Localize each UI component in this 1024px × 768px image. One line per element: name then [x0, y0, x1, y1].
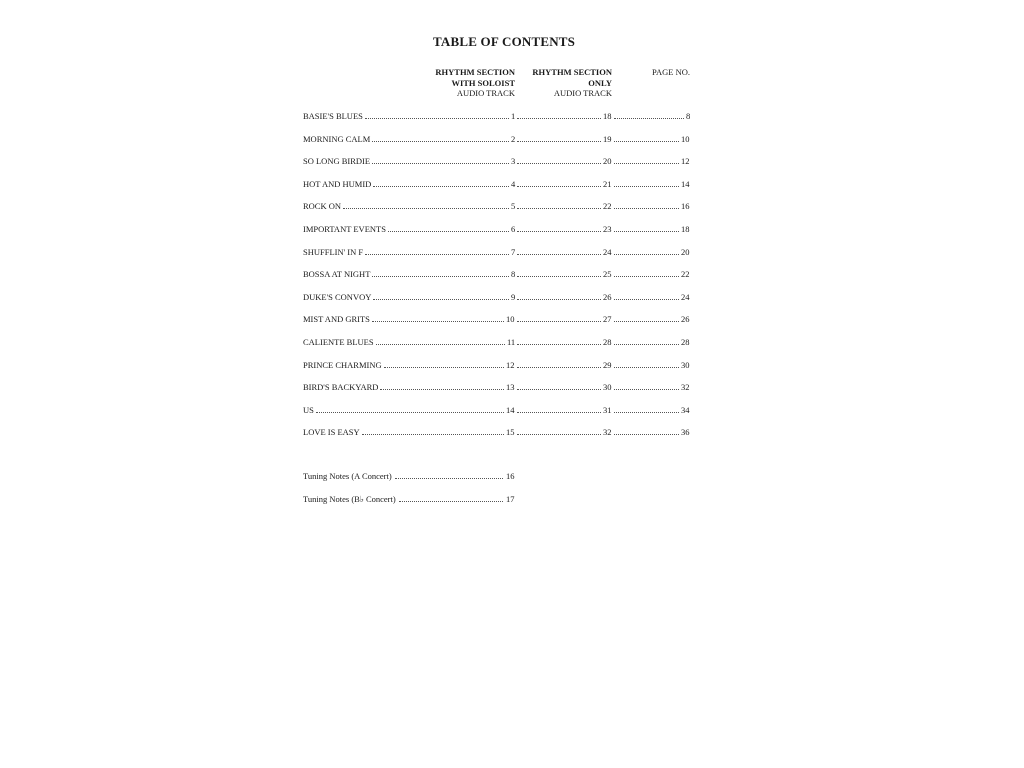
- entry-soloist-track: 3: [511, 156, 516, 167]
- tuning-title: Tuning Notes (B♭ Concert): [303, 493, 396, 504]
- dot-leader: [517, 434, 601, 435]
- toc-entry: [303, 426, 690, 438]
- dot-leader: [373, 299, 509, 300]
- entry-page-number: 18: [681, 224, 690, 234]
- entry-soloist-track: 7: [511, 246, 516, 257]
- toc-entry: [303, 359, 690, 371]
- entry-title: MORNING CALM: [303, 133, 371, 144]
- dot-leader: [614, 163, 679, 164]
- entry-title: DUKE'S CONVOY: [303, 291, 372, 302]
- entry-title: ROCK ON: [303, 201, 342, 212]
- dot-leader: [517, 321, 601, 322]
- entry-rhythm-track: 22: [603, 201, 612, 212]
- entry-title: HOT AND HUMID: [303, 178, 372, 189]
- entry-page-number: 8: [686, 111, 691, 121]
- toc-entry: [303, 313, 690, 325]
- dot-leader: [614, 276, 679, 277]
- dot-leader: [316, 412, 504, 413]
- dot-leader: [372, 321, 504, 322]
- column-header-rhythm-only: [520, 67, 612, 99]
- entry-rhythm-track: 19: [603, 133, 612, 144]
- entry-rhythm-track: 29: [603, 359, 612, 370]
- entry-rhythm-track: 27: [603, 314, 612, 325]
- tuning-title: Tuning Notes (A Concert): [303, 471, 392, 481]
- dot-leader: [614, 344, 679, 345]
- dot-leader: [517, 208, 601, 209]
- entry-page-number: 20: [681, 246, 690, 257]
- dot-leader: [395, 478, 503, 479]
- entry-soloist-track: 2: [511, 133, 516, 144]
- tuning-track: 17: [506, 493, 515, 504]
- entry-soloist-track: 11: [507, 337, 516, 347]
- toc-entry: [303, 155, 690, 167]
- column-header-soloist: [420, 67, 515, 99]
- dot-leader: [517, 389, 601, 390]
- dot-leader: [517, 344, 601, 345]
- entry-soloist-track: 14: [506, 404, 515, 415]
- dot-leader: [517, 118, 601, 119]
- column-header-line: PAGE NO.: [652, 67, 690, 77]
- entry-title: SHUFFLIN' IN F: [303, 246, 364, 257]
- entry-rhythm-track: 26: [603, 291, 612, 302]
- entry-soloist-track: 6: [511, 224, 516, 234]
- dot-leader: [614, 186, 679, 187]
- dot-leader: [517, 186, 601, 187]
- dot-leader: [380, 389, 504, 390]
- dot-leader: [614, 434, 679, 435]
- dot-leader: [388, 231, 509, 232]
- column-header-line: WITH SOLOIST: [451, 77, 515, 88]
- toc-entry: [303, 336, 690, 348]
- entry-page-number: 16: [681, 201, 690, 212]
- dot-leader: [517, 412, 601, 413]
- column-header-line: RHYTHM SECTION: [532, 67, 612, 77]
- entry-rhythm-track: 31: [603, 404, 612, 415]
- dot-leader: [614, 231, 679, 232]
- entry-title: SO LONG BIRDIE: [303, 156, 371, 167]
- dot-leader: [517, 367, 601, 368]
- column-header-page: [620, 67, 690, 78]
- entry-soloist-track: 1: [511, 111, 516, 121]
- toc-entry: [303, 246, 690, 258]
- entry-page-number: 32: [681, 382, 690, 393]
- entry-rhythm-track: 18: [603, 111, 612, 121]
- entry-title: MIST AND GRITS: [303, 314, 370, 325]
- entry-page-number: 26: [681, 314, 690, 325]
- entry-page-number: 22: [681, 269, 690, 280]
- toc-entry: [303, 133, 690, 145]
- tuning-track: 16: [506, 471, 515, 481]
- entry-rhythm-track: 21: [603, 178, 612, 189]
- toc-entry: [303, 291, 690, 303]
- tuning-entry: [303, 470, 515, 482]
- entry-page-number: 10: [681, 133, 690, 144]
- entry-title: US: [303, 404, 314, 415]
- column-header-line: ONLY: [588, 77, 612, 88]
- toc-entry: [303, 223, 690, 235]
- toc-entry: [303, 200, 690, 212]
- toc-entry: [303, 110, 690, 122]
- dot-leader: [517, 276, 601, 277]
- dot-leader: [365, 118, 509, 119]
- entry-title: BIRD'S BACKYARD: [303, 382, 379, 393]
- entry-rhythm-track: 24: [603, 246, 612, 257]
- toc-entry: [303, 178, 690, 190]
- dot-leader: [614, 321, 679, 322]
- dot-leader: [614, 299, 679, 300]
- entry-soloist-track: 8: [511, 269, 516, 280]
- entry-page-number: 28: [681, 337, 690, 347]
- entry-soloist-track: 4: [511, 178, 516, 189]
- entry-title: LOVE IS EASY: [303, 427, 360, 438]
- entry-soloist-track: 10: [506, 314, 515, 325]
- entry-page-number: 12: [681, 156, 690, 167]
- dot-leader: [517, 254, 601, 255]
- entry-title: CALIENTE BLUES: [303, 337, 374, 347]
- dot-leader: [372, 141, 509, 142]
- entry-page-number: 30: [681, 359, 690, 370]
- dot-leader: [376, 344, 505, 345]
- dot-leader: [362, 434, 504, 435]
- entry-page-number: 14: [681, 178, 690, 189]
- dot-leader: [399, 501, 503, 502]
- dot-leader: [517, 299, 601, 300]
- entry-rhythm-track: 28: [603, 337, 612, 347]
- dot-leader: [614, 254, 679, 255]
- dot-leader: [365, 254, 509, 255]
- entry-soloist-track: 15: [506, 427, 515, 438]
- dot-leader: [614, 367, 679, 368]
- column-header-line: AUDIO TRACK: [456, 88, 515, 98]
- entry-page-number: 36: [681, 427, 690, 438]
- dot-leader: [517, 231, 601, 232]
- dot-leader: [614, 118, 684, 119]
- column-header-line: RHYTHM SECTION: [435, 67, 515, 77]
- entry-title: BASIE'S BLUES: [303, 111, 363, 121]
- entry-title: BOSSA AT NIGHT: [303, 269, 371, 280]
- toc-entry: [303, 404, 690, 416]
- entry-title: IMPORTANT EVENTS: [303, 224, 386, 234]
- entry-soloist-track: 13: [506, 382, 515, 393]
- entry-page-number: 34: [681, 404, 690, 415]
- dot-leader: [343, 208, 509, 209]
- column-header-line: AUDIO TRACK: [553, 88, 612, 98]
- entry-rhythm-track: 20: [603, 156, 612, 167]
- dot-leader: [614, 412, 679, 413]
- toc-entry: [303, 268, 690, 280]
- entry-rhythm-track: 25: [603, 269, 612, 280]
- entry-rhythm-track: 23: [603, 224, 612, 234]
- page-title: TABLE OF CONTENTS: [433, 34, 576, 49]
- dot-leader: [517, 141, 601, 142]
- dot-leader: [373, 186, 509, 187]
- entry-page-number: 24: [681, 291, 690, 302]
- entry-rhythm-track: 32: [603, 427, 612, 438]
- dot-leader: [614, 389, 679, 390]
- toc-entry: [303, 381, 690, 393]
- entry-soloist-track: 9: [511, 291, 516, 302]
- entry-rhythm-track: 30: [603, 382, 612, 393]
- dot-leader: [517, 163, 601, 164]
- dot-leader: [372, 276, 509, 277]
- dot-leader: [384, 367, 504, 368]
- entry-soloist-track: 5: [511, 201, 516, 212]
- dot-leader: [614, 141, 679, 142]
- dot-leader: [614, 208, 679, 209]
- dot-leader: [372, 163, 509, 164]
- entry-soloist-track: 12: [506, 359, 515, 370]
- entry-title: PRINCE CHARMING: [303, 359, 382, 370]
- tuning-entry: [303, 493, 515, 505]
